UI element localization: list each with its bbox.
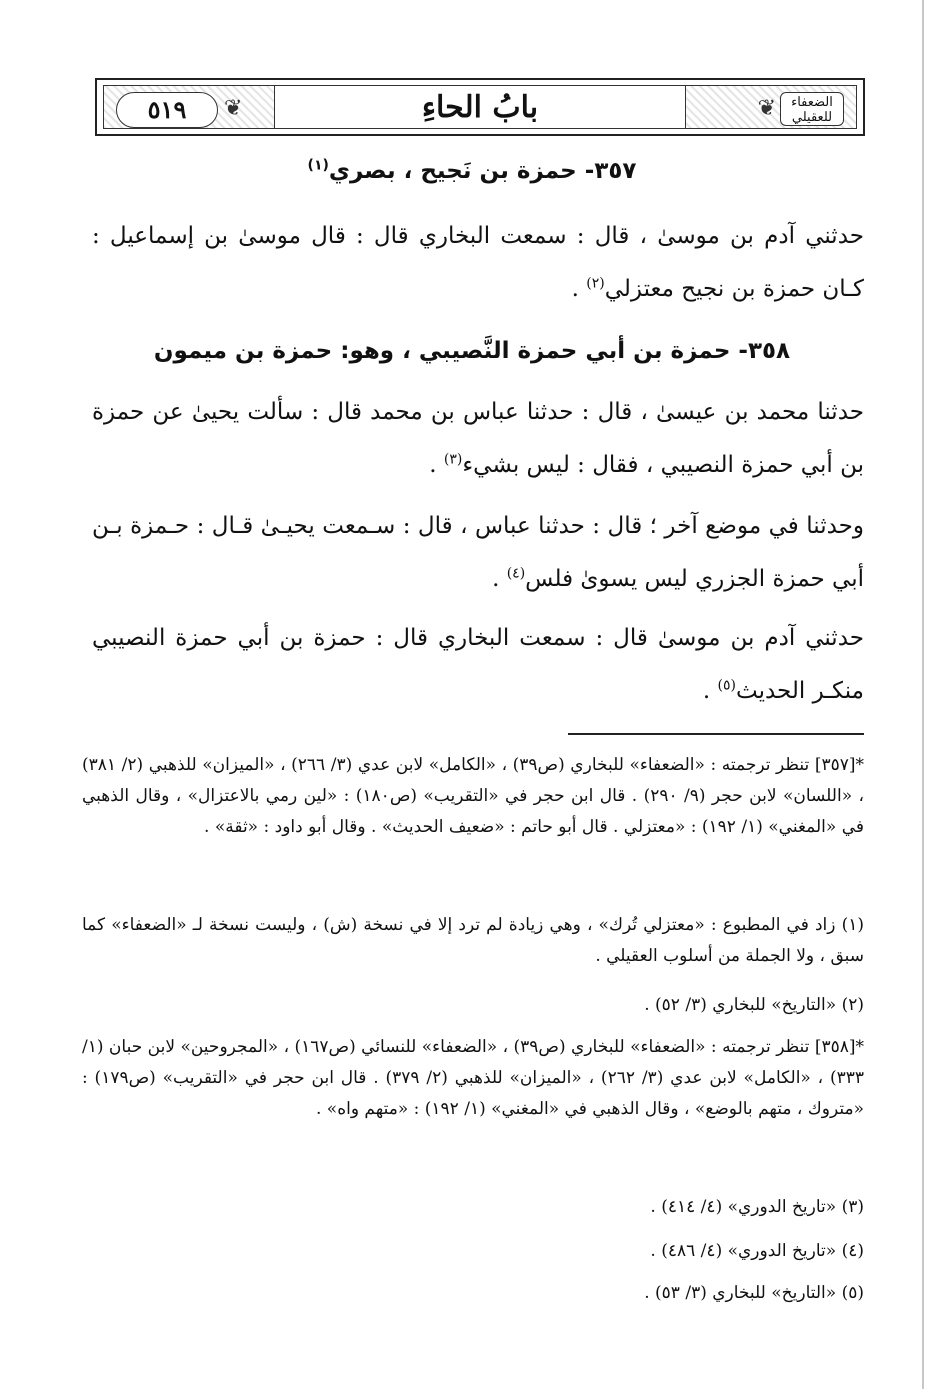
footnote-separator [568, 733, 864, 735]
footnote-ref: (٥) [717, 677, 736, 694]
paragraph [92, 210, 864, 316]
header-title-band [274, 86, 686, 128]
paragraph-end: . [702, 678, 718, 704]
footnote-ref: (٤) [506, 565, 526, 582]
footnote-ref: (١) [307, 157, 329, 174]
paragraph-text: حدثنا محمد بن عيسىٰ ، قال : حدثنا عباس بن محمد قال : سألت يحيىٰ عن حمزة بن أبي حمزة النصيبي ، فقال : ليس بشيء [92, 399, 864, 478]
ornament-right-icon: ❦ [757, 96, 776, 121]
chapter-title: بابُ الحاءِ [421, 90, 539, 125]
footnote: (٣) «تاريخ الدوري» (٤/ ٤١٤) . [650, 1197, 864, 1217]
paragraph [92, 612, 864, 718]
paragraph-end: . [571, 276, 587, 302]
paragraph-text: وحدثنا في موضع آخر ؛ قال : حدثنا عباس ، قال : سـمعت يحيـىٰ قـال : حـمزة بـن أبي حمزة الجزري ليس يسوىٰ فلس [92, 513, 864, 592]
footnote: (٤) «تاريخ الدوري» (٤/ ٤٨٦) . [650, 1241, 864, 1261]
paragraph-text: حدثني آدم بن موسىٰ ، قال : سمعت البخاري قال : قال موسىٰ بن إسماعيل : كـان حمزة بن نجيح معتزلي [92, 223, 864, 302]
paragraph-end: . [429, 452, 444, 478]
footnote-ref: (٣) [443, 451, 463, 468]
page-header [95, 78, 865, 136]
entry-heading-358 [80, 338, 864, 364]
footnote: (١) زاد في المطبوع : «معتزلي تُرك» ، وهي زيادة لم ترد إلا في نسخة (ش) ، وليست نسخة لـ «الضعفاء» كما سبق ، ولا الجملة من أسلوب العقيلي . [82, 915, 864, 966]
footnote: (٥) «التاريخ» للبخاري (٣/ ٥٣) . [644, 1283, 864, 1303]
footnote: *[٣٥٨] تنظر ترجمته : «الضعفاء» للبخاري (ص٣٩) ، «الضعفاء» للنسائي (ص١٦٧) ، «المجروحين» لابن حبان (١/ ٣٣٣) ، «الكامل» لابن عدي (٣/ ٢٦٢) ، «الميزان» للذهبي (٢/ ٣٧٩) . قال ابن حجر في «التقريب» (ص١٧٩) : «متروك ، متهم بالوضع» ، وقال الذهبي في «المغني» (١/ ١٩٢) : «متهم واه» . [82, 1037, 865, 1119]
entry-heading-text: ٣٥٨- حمزة بن أبي حمزة النَّصيبي ، وهو: حمزة بن ميمون [153, 338, 791, 364]
entry-heading-357 [80, 158, 864, 184]
series-logo: الضعفاء للعقيلي [780, 92, 844, 126]
footnote-ref: (٢) [586, 275, 605, 292]
paragraph-text: حدثني آدم بن موسىٰ قال : سمعت البخاري قال : حمزة بن أبي حمزة النصيبي منكـر الحديث [92, 625, 864, 704]
paragraph-end: . [492, 566, 507, 592]
page-number: ٥١٩ [116, 92, 218, 128]
page-edge-line [922, 0, 924, 1389]
footnote: *[٣٥٧] تنظر ترجمته : «الضعفاء» للبخاري (ص٣٩) ، «الكامل» لابن عدي (٣/ ٢٦٦) ، «الميزان» للذهبي (٢/ ٣٨١) ، «اللسان» لابن حجر (٩/ ٢٩٠) . قال ابن حجر في «التقريب» (ص١٨٠) : «لين رمي بالاعتزال» ، وقال الذهبي في «المغني» (١/ ١٩٢) : «معتزلي . قال أبو حاتم : «ضعيف الحديث» . وقال أبو داود : «ثقة» . [82, 755, 864, 837]
ornament-left-icon: ❦ [224, 96, 243, 121]
paragraph [92, 386, 864, 492]
entry-heading-text: ٣٥٧- حمزة بن نَجيح ، بصري [328, 158, 637, 184]
footnote: (٢) «التاريخ» للبخاري (٣/ ٥٢) . [644, 995, 864, 1015]
header-ornamental-frame [103, 85, 857, 129]
paragraph [92, 500, 864, 606]
